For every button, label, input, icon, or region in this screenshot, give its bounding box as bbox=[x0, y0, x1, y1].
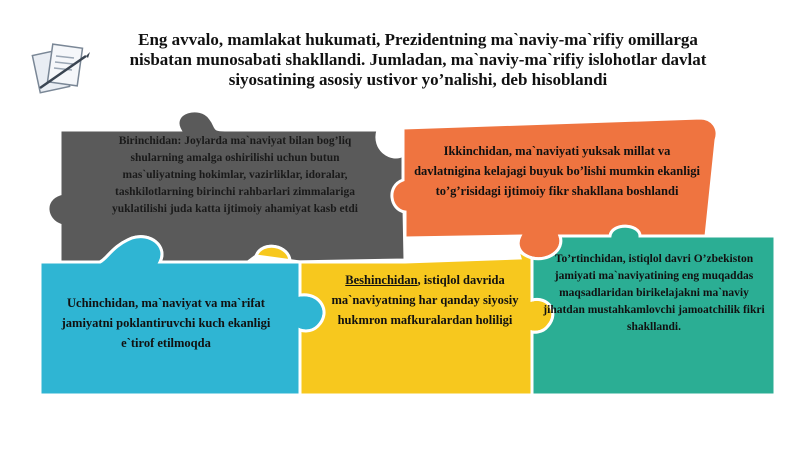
gray-piece-text: Birinchidan: Joylarda ma`naviyat bilan bog’liq shularning amalga oshirilishi uchun butun mas`uliyatning hokimlar, vazirliklar, idoralar, tashkilotlarning birinchi rahbarlari zimmalariga yuklatilishi juda katta ijtimoiy ahamiyat kasb etdi bbox=[111, 135, 358, 215]
blue-piece-text: Uchinchidan, ma`naviyat va ma`rifat jamiyatni poklantiruvchi kuch ekanligi e`tirof etilmoqda bbox=[61, 296, 271, 350]
orange-piece-text: Ikkinchidan, ma`naviyati yuksak millat va davlatnigina kelajagi buyuk bo’lishi mumkin ekanligi to’g’risidagi ijtimoiy fikr shakllana boshlandi bbox=[414, 144, 700, 198]
documents-icon bbox=[30, 38, 94, 96]
yellow-piece-lead: Beshinchidan bbox=[345, 273, 418, 287]
teal-piece-text: To’rtinchidan, istiqlol davri O’zbekiston jamiyati ma`naviyatining eng muqaddas maqsadlaridan birikelajakni ma`naviy jihatdan mustahkamlovchi jamoatchilik fikri shakllandi. bbox=[543, 253, 765, 333]
yellow-piece-body: , istiqlol davrida ma`naviyatning har qanday siyosiy hukmron mafkuralardan holiligi bbox=[331, 273, 519, 327]
yellow-piece-text bbox=[320, 270, 530, 330]
slide-title: Eng avvalo, mamlakat hukumati, Prezidentning ma`naviy-ma`rifiy omillarga nisbatan munosabati shakllandi. Jumladan, ma`naviy-ma`rifiy islohotlar davlat siyosatining asosiy ustivor yo’nalishi, deb hisoblandi bbox=[129, 30, 707, 89]
